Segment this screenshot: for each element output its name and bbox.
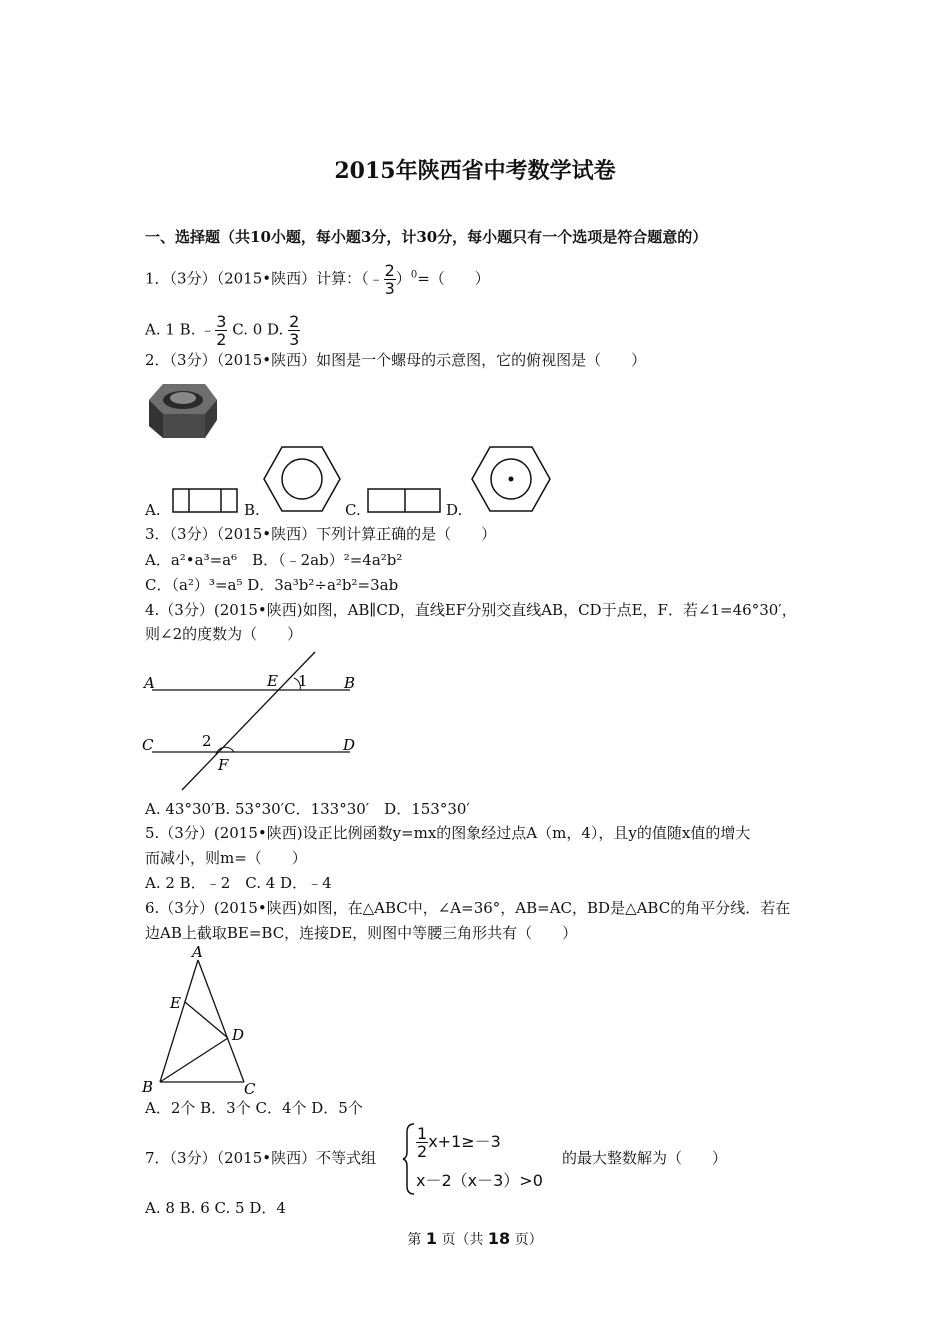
label-b: B [344,674,356,692]
question-5-line2: 而减小，则m=（ ） [145,849,307,867]
page-title: 2015年陕西省中考数学试卷 [334,158,616,184]
question-4-options: A. 43°30′B. 53°30′C．133°30′ D．153°30′ [145,800,470,818]
question-5-options: A. 2 B．﹣2 C. 4 D．﹣4 [145,874,332,892]
label-angle-2: 2 [202,732,212,750]
question-7-suffix: 的最大整数解为（ ） [562,1149,728,1167]
question-3-options-cd: C．（a²）³=a⁵ D．3a³b²÷a²b²=3ab [145,576,399,594]
label-f: F [218,756,229,774]
system-brace [402,1122,416,1196]
label-d: D [343,736,356,754]
label-e: E [170,994,181,1012]
label-c: C [244,1080,256,1097]
label-a: A [144,674,155,692]
question-1: 1．（3分）（2015•陕西）计算：（﹣ $\frac{2}{3}$ ）$^0$=（ ） [145,261,490,298]
nut-image [143,380,219,442]
question-1-options: A. 1 B. ﹣ $\frac{3}{2}$ C. 0 D. $\frac{2}{3}$ [145,312,300,349]
question-3-options-ab: A．a²•a³=a⁶ B．（﹣2ab）²=4a²b² [145,551,403,569]
q2-option-d-figure [470,445,552,513]
q2-option-d-label: D. [446,501,463,519]
question-3: 3．（3分）（2015•陕西）下列计算正确的是（ ） [145,525,497,543]
q2-option-a-label: A. [145,501,161,519]
question-6-options: A．2个 B．3个 C．4个 D．5个 [145,1099,363,1117]
q2-option-c-figure [367,488,443,514]
q1-fraction: $\frac{2}{3}$ [384,261,395,298]
section-heading: 一、选择题（共10小题，每小题3分，计30分，每小题只有一个选项是符合题意的） [145,228,708,246]
label-a: A [192,943,203,961]
question-4-line1: 4.（3分）(2015•陕西)如图，AB∥CD，直线EF分别交直线AB，CD于点E，F．若∠1=46°30′， [145,601,797,619]
q1-prefix: 1．（3分）（2015•陕西）计算：（﹣ [145,269,384,288]
triangle-figure [140,942,265,1097]
parallel-lines-figure [140,648,365,794]
question-6-line1: 6.（3分）(2015•陕西)如图，在△ABC中，∠A=36°，AB=AC，BD是△ABC的角平分线．若在 [145,899,791,917]
question-2: 2．（3分）（2015•陕西）如图是一个螺母的示意图，它的俯视图是（ ） [145,351,647,369]
inequality-1: $\frac{1}{2}$ x+1≥－3 [417,1124,501,1161]
question-7-options: A. 8 B. 6 C. 5 D．4 [145,1199,286,1217]
label-e: E [267,672,278,690]
q2-option-b-figure [262,445,342,513]
label-d: D [232,1026,245,1044]
page-footer: 第 1 页（共 18 页） [407,1229,543,1248]
label-angle-1: 1 [298,672,308,690]
label-b: B [142,1078,154,1096]
q2-option-c-label: C. [345,501,361,519]
question-6-line2: 边AB上截取BE=BC，连接DE，则图中等腰三角形共有（ ） [145,924,578,942]
question-4-line2: 则∠2的度数为（ ） [145,625,303,643]
question-7-prefix: 7．（3分）（2015•陕西）不等式组 [145,1149,377,1167]
label-c: C [142,736,154,754]
question-5-line1: 5.（3分）(2015•陕西)设正比例函数y=mx的图象经过点A（m，4），且y的值随x值的增大 [145,824,751,842]
q2-option-a-figure [172,488,240,514]
inequality-2: x－2（x－3）>0 [416,1171,543,1190]
q2-option-b-label: B. [244,501,260,519]
